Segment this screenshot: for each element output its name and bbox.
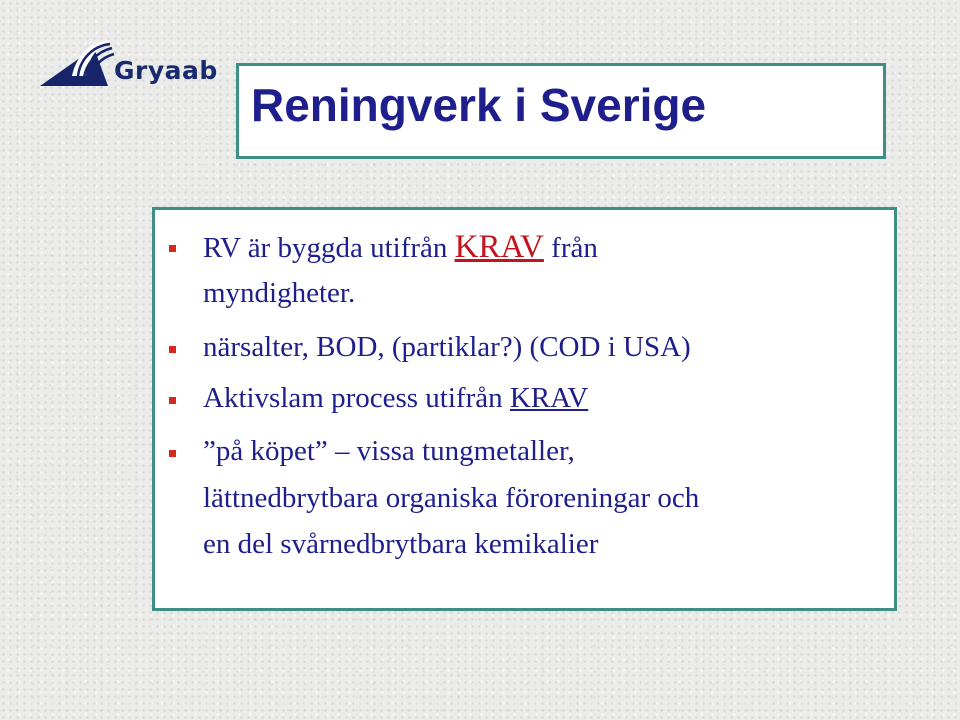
bullet-1-line-1 bbox=[203, 230, 598, 265]
bullet-marker-icon bbox=[169, 346, 176, 353]
krav-highlight: KRAV bbox=[454, 229, 544, 265]
bullet-3 bbox=[203, 381, 588, 415]
bullet-marker-icon bbox=[169, 397, 176, 404]
bullet-marker-icon bbox=[169, 245, 176, 252]
content-box bbox=[152, 207, 897, 611]
logo-text: Gryaab bbox=[114, 56, 218, 85]
bullet-2: närsalter, BOD, (partiklar?) (COD i USA) bbox=[203, 331, 691, 363]
bullet-3-text: Aktivslam process utifrån bbox=[203, 382, 510, 414]
bullet-4-line-3: en del svårnedbrytbara kemikalier bbox=[203, 528, 599, 560]
title-box bbox=[236, 63, 886, 159]
bullet-1-text: RV är byggda utifrån bbox=[203, 232, 455, 264]
bullet-1-line-2: myndigheter. bbox=[203, 277, 356, 309]
bullet-4-line-2: lättnedbrytbara organiska föroreningar och bbox=[203, 482, 700, 514]
krav-underlined: KRAV bbox=[509, 382, 589, 414]
bullet-marker-icon bbox=[169, 450, 176, 457]
gryaab-logo bbox=[38, 36, 228, 92]
page-title: Reningverk i Sverige bbox=[251, 79, 707, 131]
bullet-4-line-1: ”på köpet” – vissa tungmetaller, bbox=[203, 435, 575, 467]
gryaab-wave-icon bbox=[38, 36, 118, 92]
bullet-1-text-end: från bbox=[543, 232, 598, 264]
